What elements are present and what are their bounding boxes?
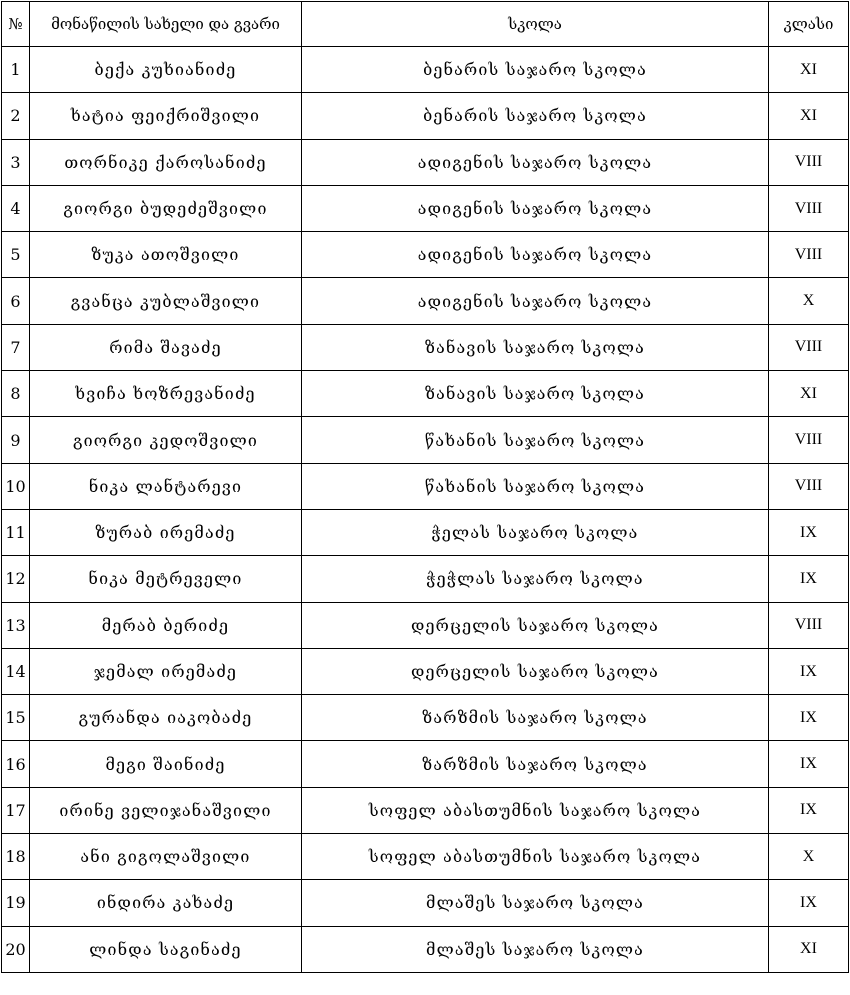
header-number: № xyxy=(2,2,30,47)
table-row xyxy=(2,926,849,972)
row-number: 4 xyxy=(2,185,30,231)
grade-level: IX xyxy=(769,648,849,694)
table-row xyxy=(2,602,849,648)
participant-name: თორნიკე ქაროსანიძე xyxy=(30,139,302,185)
participant-name: ბექა კუხიანიძე xyxy=(30,47,302,93)
participant-name: ხატია ფეიქრიშვილი xyxy=(30,93,302,139)
header-grade: კლასი xyxy=(769,2,849,47)
school-name: წახანის საჯარო სკოლა xyxy=(302,417,769,463)
participant-name: ნიკა ლანტარევი xyxy=(30,463,302,509)
table-row xyxy=(2,463,849,509)
participant-name: ანი გიგოლაშვილი xyxy=(30,834,302,880)
participant-name: მერაბ ბერიძე xyxy=(30,602,302,648)
participant-name: გიორგი კედოშვილი xyxy=(30,417,302,463)
grade-level: XI xyxy=(769,47,849,93)
school-name: სოფელ აბასთუმნის საჯარო სკოლა xyxy=(302,787,769,833)
school-name: მლაშეს საჯარო სკოლა xyxy=(302,926,769,972)
row-number: 16 xyxy=(2,741,30,787)
table-row xyxy=(2,185,849,231)
table-row xyxy=(2,93,849,139)
participant-name: ზუკა ათოშვილი xyxy=(30,232,302,278)
grade-level: VIII xyxy=(769,232,849,278)
row-number: 13 xyxy=(2,602,30,648)
table-row xyxy=(2,741,849,787)
participant-name: ჯემალ ირემაძე xyxy=(30,648,302,694)
participant-name: ლინდა საგინაძე xyxy=(30,926,302,972)
row-number: 18 xyxy=(2,834,30,880)
grade-level: XI xyxy=(769,926,849,972)
school-name: სოფელ აბასთუმნის საჯარო სკოლა xyxy=(302,834,769,880)
table-header xyxy=(2,2,849,47)
school-name: ბენარის საჯარო სკოლა xyxy=(302,93,769,139)
school-name: ჭელას საჯარო სკოლა xyxy=(302,509,769,555)
participant-name: ნიკა მეტრეველი xyxy=(30,556,302,602)
school-name: ზანავის საჯარო სკოლა xyxy=(302,371,769,417)
school-name: ზარზმის საჯარო სკოლა xyxy=(302,695,769,741)
table-row xyxy=(2,139,849,185)
school-name: ადიგენის საჯარო სკოლა xyxy=(302,185,769,231)
grade-level: X xyxy=(769,278,849,324)
participants-table xyxy=(1,1,849,973)
grade-level: IX xyxy=(769,556,849,602)
table-row xyxy=(2,834,849,880)
participant-name: მეგი შაინიძე xyxy=(30,741,302,787)
grade-level: IX xyxy=(769,787,849,833)
grade-level: X xyxy=(769,834,849,880)
row-number: 10 xyxy=(2,463,30,509)
table-row xyxy=(2,47,849,93)
participant-name: გვანცა კუბლაშვილი xyxy=(30,278,302,324)
participant-name: ხვიჩა ხოზრევანიძე xyxy=(30,371,302,417)
participant-name: ირინე ველიჯანაშვილი xyxy=(30,787,302,833)
row-number: 7 xyxy=(2,324,30,370)
school-name: ზარზმის საჯარო სკოლა xyxy=(302,741,769,787)
grade-level: IX xyxy=(769,695,849,741)
participant-name: ზურაბ ირემაძე xyxy=(30,509,302,555)
table-row xyxy=(2,417,849,463)
school-name: დერცელის საჯარო სკოლა xyxy=(302,602,769,648)
school-name: წახანის საჯარო სკოლა xyxy=(302,463,769,509)
grade-level: IX xyxy=(769,509,849,555)
participant-name: გიორგი ბუდეძეშვილი xyxy=(30,185,302,231)
school-name: დერცელის საჯარო სკოლა xyxy=(302,648,769,694)
school-name: ზანავის საჯარო სკოლა xyxy=(302,324,769,370)
grade-level: IX xyxy=(769,880,849,926)
school-name: ჭეჭლას საჯარო სკოლა xyxy=(302,556,769,602)
grade-level: XI xyxy=(769,93,849,139)
participant-name: რიმა შავაძე xyxy=(30,324,302,370)
table-row xyxy=(2,371,849,417)
table-row xyxy=(2,648,849,694)
table-row xyxy=(2,278,849,324)
participant-name: გურანდა იაკობაძე xyxy=(30,695,302,741)
row-number: 19 xyxy=(2,880,30,926)
table-body xyxy=(2,47,849,973)
row-number: 12 xyxy=(2,556,30,602)
grade-level: VIII xyxy=(769,139,849,185)
school-name: ადიგენის საჯარო სკოლა xyxy=(302,278,769,324)
grade-level: VIII xyxy=(769,185,849,231)
row-number: 1 xyxy=(2,47,30,93)
grade-level: VIII xyxy=(769,324,849,370)
table-row xyxy=(2,695,849,741)
table-row xyxy=(2,324,849,370)
row-number: 8 xyxy=(2,371,30,417)
row-number: 6 xyxy=(2,278,30,324)
header-school: სკოლა xyxy=(302,2,769,47)
school-name: ადიგენის საჯარო სკოლა xyxy=(302,232,769,278)
row-number: 3 xyxy=(2,139,30,185)
participant-name: ინდირა კახაძე xyxy=(30,880,302,926)
grade-level: IX xyxy=(769,741,849,787)
row-number: 20 xyxy=(2,926,30,972)
table-row xyxy=(2,509,849,555)
table-row xyxy=(2,232,849,278)
row-number: 15 xyxy=(2,695,30,741)
school-name: მლაშეს საჯარო სკოლა xyxy=(302,880,769,926)
row-number: 17 xyxy=(2,787,30,833)
row-number: 5 xyxy=(2,232,30,278)
header-participant-name: მონაწილის სახელი და გვარი xyxy=(30,2,302,47)
table-row xyxy=(2,787,849,833)
row-number: 14 xyxy=(2,648,30,694)
grade-level: XI xyxy=(769,371,849,417)
row-number: 9 xyxy=(2,417,30,463)
row-number: 2 xyxy=(2,93,30,139)
grade-level: VIII xyxy=(769,463,849,509)
school-name: ადიგენის საჯარო სკოლა xyxy=(302,139,769,185)
header-row xyxy=(2,2,849,47)
row-number: 11 xyxy=(2,509,30,555)
grade-level: VIII xyxy=(769,417,849,463)
table-row xyxy=(2,556,849,602)
school-name: ბენარის საჯარო სკოლა xyxy=(302,47,769,93)
table-row xyxy=(2,880,849,926)
grade-level: VIII xyxy=(769,602,849,648)
